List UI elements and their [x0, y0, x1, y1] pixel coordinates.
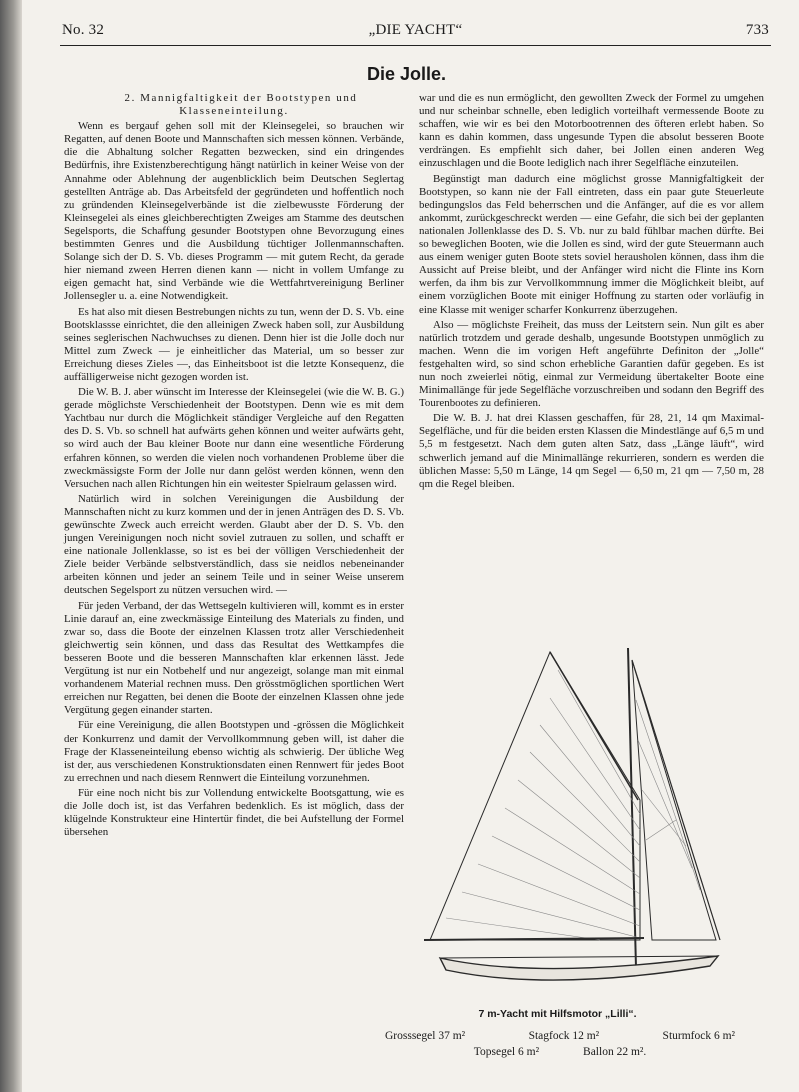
issue-number: No. 32 [62, 22, 105, 38]
sturmfock-area: Sturmfock 6 m² [662, 1030, 735, 1042]
mainsail-cloths [446, 670, 640, 940]
paragraph: Wenn es bergauf gehen soll mit der Kleinsegelei, so brauchen wir Regatten, auf denen Boote und Mannschaften sich messen können. Verbände, die die Abhaltung solcher Regatten bezwecken, sind ein dringendes Bedürfnis, ihre Existenzberechtigung hängt natürlich in keiner Weise von der Annahme oder Ablehnung der augenblicklich beim Deutschen Seglertag gestellten Anträge ab. Das Arbeitsfeld der gegründeten und hoffentlich noch zu gründenden Kleinsegelverbände ist die zielbewusste Förderung der Kleinsegelei als eines gleichberechtigten Zweiges am Stamme des deutschen Segelsports, die Schaffung gesunder Bootstypen ohne Bevorzugung eines bestimmten Genres und die Ausbildung tüchtiger Jollenmannschaften. Solange sich der D. S. Vb. dieses Programm — mit gutem Recht, da gerade hier niemand zween Herren dienen kann — nicht in vollem Umfange zu eigen gemacht hat, sind Verbände wie die Wettfahrtvereinigung Berliner Jollensegler u. a. eine Notwendigkeit. [64, 120, 404, 303]
mainsail [430, 652, 640, 940]
sail-areas-row [385, 1028, 735, 1044]
left-column [64, 92, 404, 841]
paragraph: Natürlich wird in solchen Vereinigungen die Ausbildung der Mannschaften nicht zu kurz kommen und der in jenen Anträgen des D. S. Vb. gewünschte Zweck auch erreicht werden. Glaubt aber der D. S. Vb. den jungen Vereinigungen noch nicht soviel zutrauen zu sollen, und schafft er eine nationale Jollenklasse, so ist es bei der völligen Verschiedenheit der Ziele beider Verbände selbstverständlich, dass sie neidlos nebeneinander arbeiten können und jeder an seinem Teile und in seiner Weise unserem deutschen Segelsport zu nützen versuchen wird. — [64, 492, 404, 597]
paragraph: Also — möglichste Freiheit, das muss der Leitstern sein. Nun gilt es aber natürlich trotzdem und gerade deshalb, ungesunde Bootstypen unmöglich zu machen. Wenn die im vorigen Heft angeführte Definiton der „Jolle“ festgehalten wird, so sind schon erhebliche Garantien dafür gegeben. Es ist nun noch zweierlei nötig, einmal zur Vermeidung übertakelter Boote eine Minimallänge für jede Segelfläche vorzuschreiben und sodann den Begriff des Tourenbootes zu definieren. [419, 318, 764, 410]
sail-plan-figure [400, 640, 730, 1000]
binding-edge [0, 0, 22, 1092]
paragraph: Es hat also mit diesen Bestrebungen nichts zu tun, wenn der D. S. Vb. eine Bootsklassse einrichtet, die den alleinigen Zweck haben soll, zur Ausbildung seines seglerischen Nachwuchses zu dienen. Denn hier ist die Jolle doch nur Mittel zum Zweck — je einheitlicher das Material, um so besser zur Erreichung dieses Zieles —, das Einheitsboot ist die letzte Konsequenz, die auffälligerweise nicht gezogen worden ist. [64, 305, 404, 383]
right-column [419, 92, 764, 493]
jib-cloths [636, 700, 700, 890]
running-head [62, 22, 769, 44]
paragraph: Für eine Vereinigung, die allen Bootstypen und -grössen die Möglichkeit der Konkurrenz und damit der Vervollkommnung geben will, ist daher die Frage der Klasseneinteilung ebenso wichtig als schwierig. Der übliche Weg ist der, aus verschiedenen Konstruktionsdaten einen Rennwert für jedes Boot zu errechnen und nach diesem Rennwert die Einteilung vorzunehmen. [64, 719, 404, 784]
paragraph: Für eine noch nicht bis zur Vollendung entwickelte Bootsgattung, wie es die Jolle doch ist, ist das Verfahren bedenklich. Es ist möglich, dass der klügelnde Konstrukteur eine Hintertür findet, die bei Aufstellung der Formel übersehen [64, 786, 404, 839]
hull [440, 956, 718, 980]
sail-areas [385, 1028, 735, 1060]
sail-areas-row [385, 1044, 735, 1060]
grosssegel-area: Grosssegel 37 m² [385, 1030, 466, 1042]
paragraph: Für jeden Verband, der das Wettsegeln kultivieren will, kommt es in erster Linie darauf an, eine zweckmässige Einteilung des Materials zu finden, und zwar so, dass die Boote der einzelnen Klassen trotz aller Verschiedenheit gleichwertig sein können, und dass das Resultat des Wettkampfes die besseren Boote und die besseren Mannschaften klar erkennen lässt. Jede Vergütung ist nur ein Notbehelf und nur angezeigt, solange man mit einmal vorhandenem Material rechnen muss. Den grösstmöglichen sportlichen Wert erreichen nur Regatten, bei denen die Boote der einzelnen Klassen ohne jede Vergütung gegen einander starten. [64, 599, 404, 717]
ballon-area: Ballon 22 m². [583, 1046, 647, 1058]
paragraph: Begünstigt man dadurch eine möglichst grosse Mannigfaltigkeit der Bootstypen, so kann nie der Fall eintreten, dass ein paar gute Steuerleute bedingungslos das Feld beherrschen und die Anfänger, auf die es vor allem ankommt, zurückgeschreckt werden — eine Gefahr, die sich bei der geplanten nationalen Jollenklasse des D. S. Vb. nur zu bald fühlbar machen dürfte. Bei so beweglichen Booten, wie die Jollen es sind, wird der gute Steuermann auch aus einem weniger guten Boote stets soviel herausholen können, dass ihm die Aussicht auf Preise bleibt, und der Anfänger wird nicht die Flinte ins Korn werfen, da ihm bis zur Vervollkommnung immer die Möglichkeit bleibt, auf einem vorzüglichen Boote mit einiger Hoffnung zu starten oder vorläufig in eine Klasse mit weniger scharfer Konkurrenz überzugehen. [419, 172, 764, 316]
stagfock-area: Stagfock 12 m² [528, 1030, 600, 1042]
header-rule [60, 45, 771, 46]
sail-plan-drawing [400, 640, 730, 1000]
sheer-line [440, 956, 718, 958]
paragraph: Die W. B. J. aber wünscht im Interesse der Kleinsegelei (wie die W. B. G.) gerade möglichste Verschiedenheit der Bootstypen. Denn wie es mit dem Yachtbau nur durch die Möglichkeit ständiger Vergleiche auf den Regatten des D. S. Vb. so schnell hat aufwärts gehen können und weiter aufwärts geht, so wird auch der Bau kleiner Boote nur dann eine wesentliche Förderung erfahren können, so werden die vielen noch vorhandenen Probleme über die zweckmässigste Form der Jolle nur dann gelöst werden können, wenn den Versuchen nach allen Richtungen hin ein weitester Spielraum gelassen wird. [64, 386, 404, 490]
magazine-title: „DIE YACHT“ [368, 22, 463, 38]
paragraph: war und die es nun ermöglicht, den gewollten Zweck der Formel zu umgehen und nur scheinbar schnelle, eben lediglich vorteilhaft vermessende Boote zu schaffen, wie wir es bei den Motorbootrennen des öfteren erlebt haben. So kann es dahin kommen, dass ungesunde Typen die absolut besseren Boote verdrängen. Es empfiehlt sich daher, bei Jollen einen anderen Weg einzuschlagen und die Boote lediglich nach ihrer Segelfläche einzuteilen. [419, 92, 764, 170]
section-heading: 2. Mannigfaltigkeit der Bootstypen und Klasseneinteilung. [124, 92, 358, 118]
article-title: Die Jolle. [366, 64, 447, 84]
figure-caption: 7 m-Yacht mit Hilfsmotor „Lilli“. [478, 1008, 637, 1020]
paragraph: Die W. B. J. hat drei Klassen geschaffen, für 28, 21, 14 qm Maximal-Segelfläche, und für die beiden ersten Klassen die Mindestlänge auf 6,5 m und 5,5 m festgesetzt. Nach dem guten alten Satz, dass „Länge läuft“, wird schwerlich jemand auf die Minimallänge rekurrieren, sondern es werden die üblichen Masse: 5,50 m Länge, 14 qm Segel — 6,50 m, 21 qm — 7,50 m, 28 qm die Regel bleiben. [419, 412, 764, 490]
forestay [632, 660, 720, 940]
page-number: 733 [745, 22, 769, 38]
topsegel-area: Topsegel 6 m² [473, 1046, 540, 1058]
